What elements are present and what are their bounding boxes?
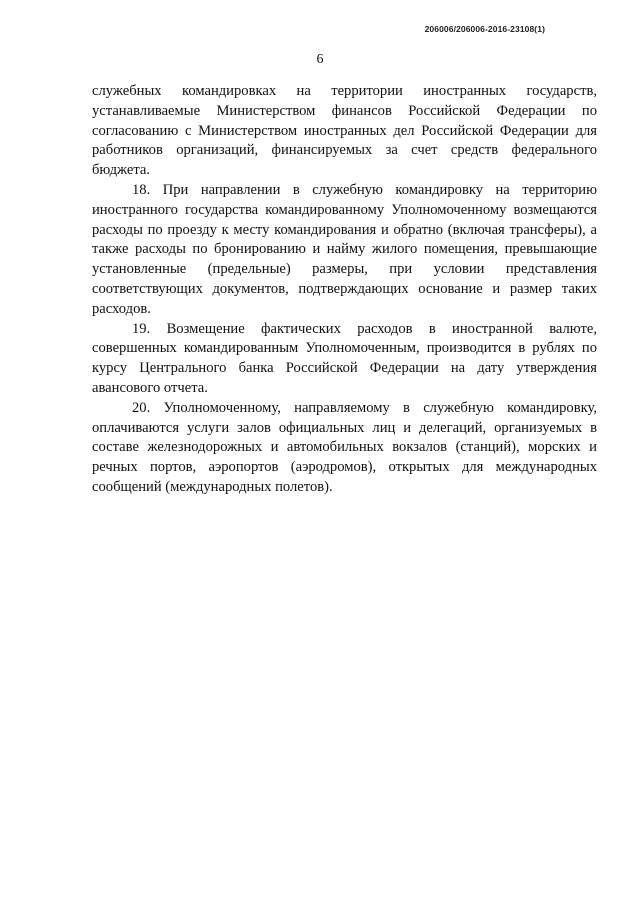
- document-id: 206006/206006-2016-23108(1): [424, 24, 545, 34]
- document-body: [92, 82, 597, 498]
- paragraph-18: 18. При направлении в служебную командировку на территорию иностранного государства командированному Уполномоченному возмещаются расходы по проезду к месту командирования и обратно (включая трансферы), а также расходы по бронированию и найму жилого помещения, превышающие установленные (предельные) размеры, при условии представления соответствующих документов, подтверждающих основание и размер таких расходов.: [92, 181, 597, 317]
- paragraph-19: 19. Возмещение фактических расходов в иностранной валюте, совершенных командированным Уполномоченным, производится в рублях по курсу Центрального банка Российской Федерации на дату утверждения авансового отчета.: [92, 320, 597, 396]
- page-number: 6: [316, 52, 324, 67]
- paragraph-continuation: служебных командировках на территории иностранных государств, устанавливаемые Министерством финансов Российской Федерации по согласованию с Министерством иностранных дел Российской Федерации для работников организаций, финансируемых за счет средств федерального бюджета.: [92, 83, 597, 179]
- paragraph-20: 20. Уполномоченному, направляемому в служебную командировку, оплачиваются услуги залов официальных лиц и делегаций, организуемых в составе железнодорожных и автомобильных вокзалов (станций), морских и речных портов, аэропортов (аэродромов), открытых для международных сообщений (международных полетов).: [92, 399, 597, 495]
